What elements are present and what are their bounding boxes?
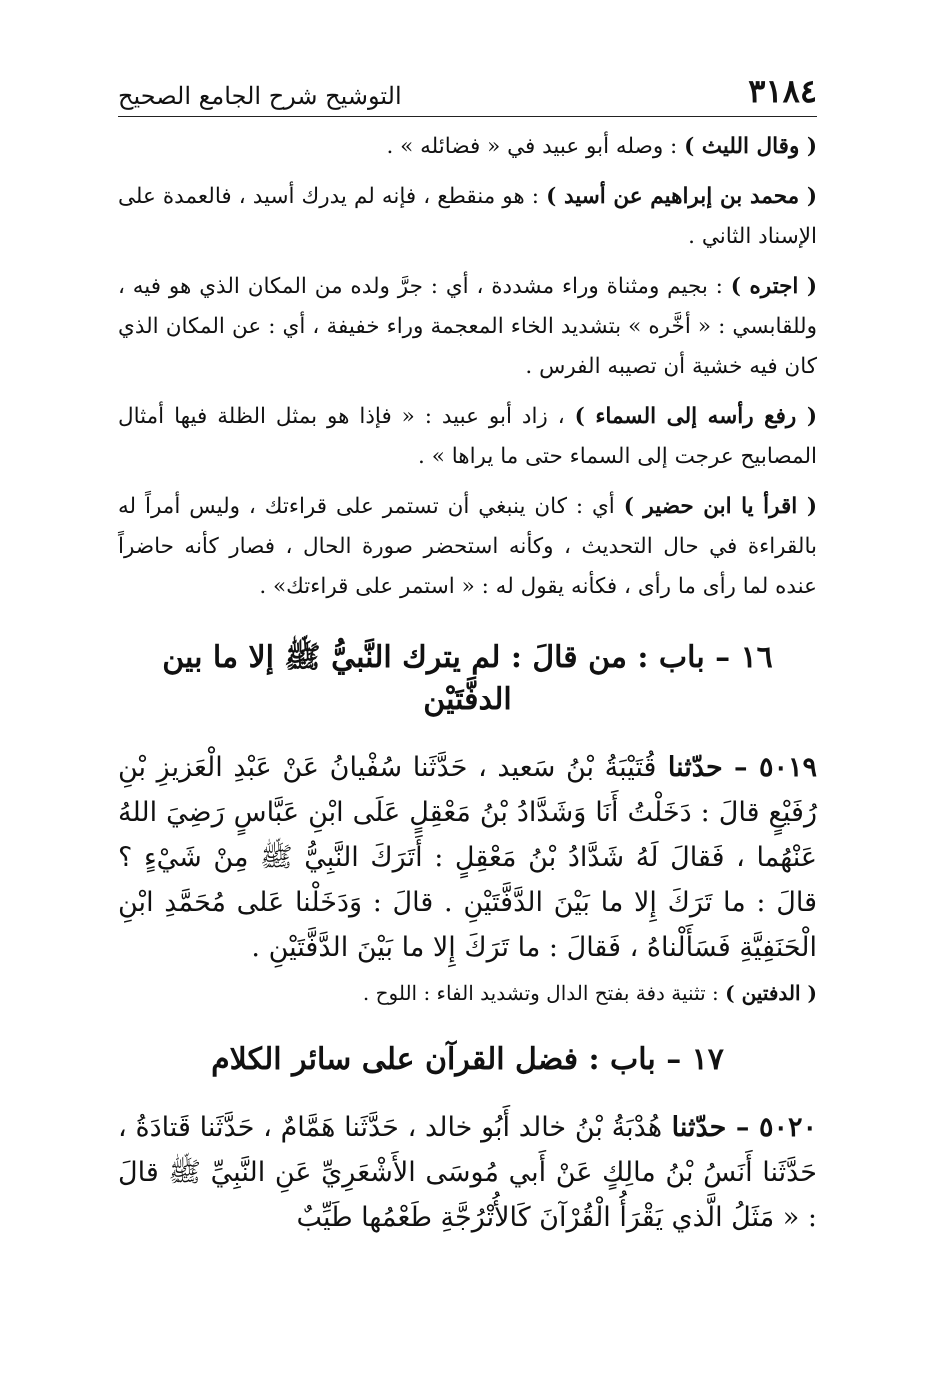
running-title: التوشيح شرح الجامع الصحيح bbox=[118, 82, 402, 110]
hadith-lead: – حدّثنا bbox=[656, 752, 759, 783]
hadith-text: هُدْبَةُ بْنُ خالد أَبُو خالد ، حَدَّثَنا هَمَّامٌ ، حَدَّثَنا قَتادَةُ ، حَدَّثَنا أَنَسُ بْنُ مالِكٍ عَنْ أَبي مُوسَى الأَشْعَرِيِّ عَنِ النَّبِيِّ ﷺ قالَ : « مَثَلُ الَّذي يَقْرَأُ الْقُرْآنَ كَالأُتْرُجَّةِ طَعْمُها طَيِّبٌ bbox=[118, 1112, 817, 1233]
gloss-note bbox=[118, 976, 817, 1010]
commentary-text: : هو منقطع ، فإنه لم يدرك أسيد ، فالعمدة على الإسناد الثاني . bbox=[118, 184, 817, 249]
commentary-lemma: ( اجتره ) bbox=[730, 274, 817, 299]
gloss-lemma: ( الدفتين ) bbox=[725, 981, 817, 1005]
hadith-number: ٥٠١٩ bbox=[758, 752, 817, 783]
page-number: ٣١٨٤ bbox=[748, 72, 817, 110]
book-page bbox=[118, 70, 817, 1240]
commentary-lemma: ( محمد بن إبراهيم عن أسيد ) bbox=[546, 184, 817, 209]
commentary-paragraph bbox=[118, 177, 817, 257]
commentary-paragraph bbox=[118, 487, 817, 607]
commentary-text: أي : كان ينبغي أن تستمر على قراءتك ، وليس أمراً له بالقراءة في حال التحديث ، وكأنه استحضر صورة الحال ، فصار كأنه حاضراً عنده لما رأى ما رأى ، فكأنه يقول له : « استمر على قراءتك» . bbox=[118, 494, 817, 599]
commentary-text: ، زاد أبو عبيد : « فإذا هو بمثل الظلة فيها أمثال المصابيح عرجت إلى السماء حتى ما يراها » . bbox=[118, 404, 817, 469]
commentary-lemma: ( رفع رأسه إلى السماء ) bbox=[574, 404, 817, 429]
commentary-text: : بجيم ومثناة وراء مشددة ، أي : جرَّ ولده من المكان الذي هو فيه ، وللقابسي : « أخَّره » بتشديد الخاء المعجمة وراء خفيفة ، أي : عن المكان الذي كان فيه خشية أن تصيبه الفرس . bbox=[118, 274, 817, 379]
commentary-paragraph bbox=[118, 267, 817, 387]
hadith-block bbox=[118, 745, 817, 970]
hadith-block bbox=[118, 1105, 817, 1240]
chapter-heading: ١٦ – باب : من قالَ : لم يترك النَّبيُّ ﷺ إلا ما بين الدفَّتَيْن bbox=[162, 640, 773, 717]
commentary-paragraph bbox=[118, 127, 817, 167]
commentary-text: : وصله أبو عبيد في « فضائله » . bbox=[386, 134, 685, 159]
hadith-lead: – حدّثنا bbox=[662, 1112, 759, 1143]
hadith-text: قُتَيْبَةُ بْنُ سَعيد ، حَدَّثَنا سُفْيانُ عَنْ عَبْدِ الْعَزيزِ بْنِ رُفَيْعٍ قالَ : دَخَلْتُ أَنَا وَشَدَّادُ بْنُ مَعْقِلٍ عَلَى ابْنِ عَبَّاسٍ رَضِيَ اللهُ عَنْهُما ، فَقالَ لَهُ شَدَّادُ بْنُ مَعْقِلٍ : أَتَرَكَ النَّبِيُّ ﷺ مِنْ شَيْءٍ ؟ قالَ : ما تَرَكَ إِلا ما بَيْنَ الدَّفَّتَيْنِ . قالَ : وَدَخَلْنا عَلى مُحَمَّدِ ابْنِ الْحَنَفِيَّةِ فَسَأَلْناهُ ، فَقالَ : ما تَرَكَ إِلا ما بَيْنَ الدَّفَّتَيْنِ . bbox=[118, 752, 817, 963]
commentary-paragraph bbox=[118, 397, 817, 477]
hadith-number: ٥٠٢٠ bbox=[758, 1112, 817, 1143]
commentary-lemma: ( وقال الليث ) bbox=[684, 134, 817, 159]
commentary-section bbox=[118, 127, 817, 607]
commentary-lemma: ( اقرأ يا ابن حضير ) bbox=[623, 494, 817, 519]
gloss-text: : تثنية دفة بفتح الدال وتشديد الفاء : اللوح . bbox=[362, 981, 726, 1005]
page-header bbox=[118, 70, 817, 117]
chapter-heading: ١٧ – باب : فضل القرآن على سائر الكلام bbox=[211, 1042, 724, 1077]
